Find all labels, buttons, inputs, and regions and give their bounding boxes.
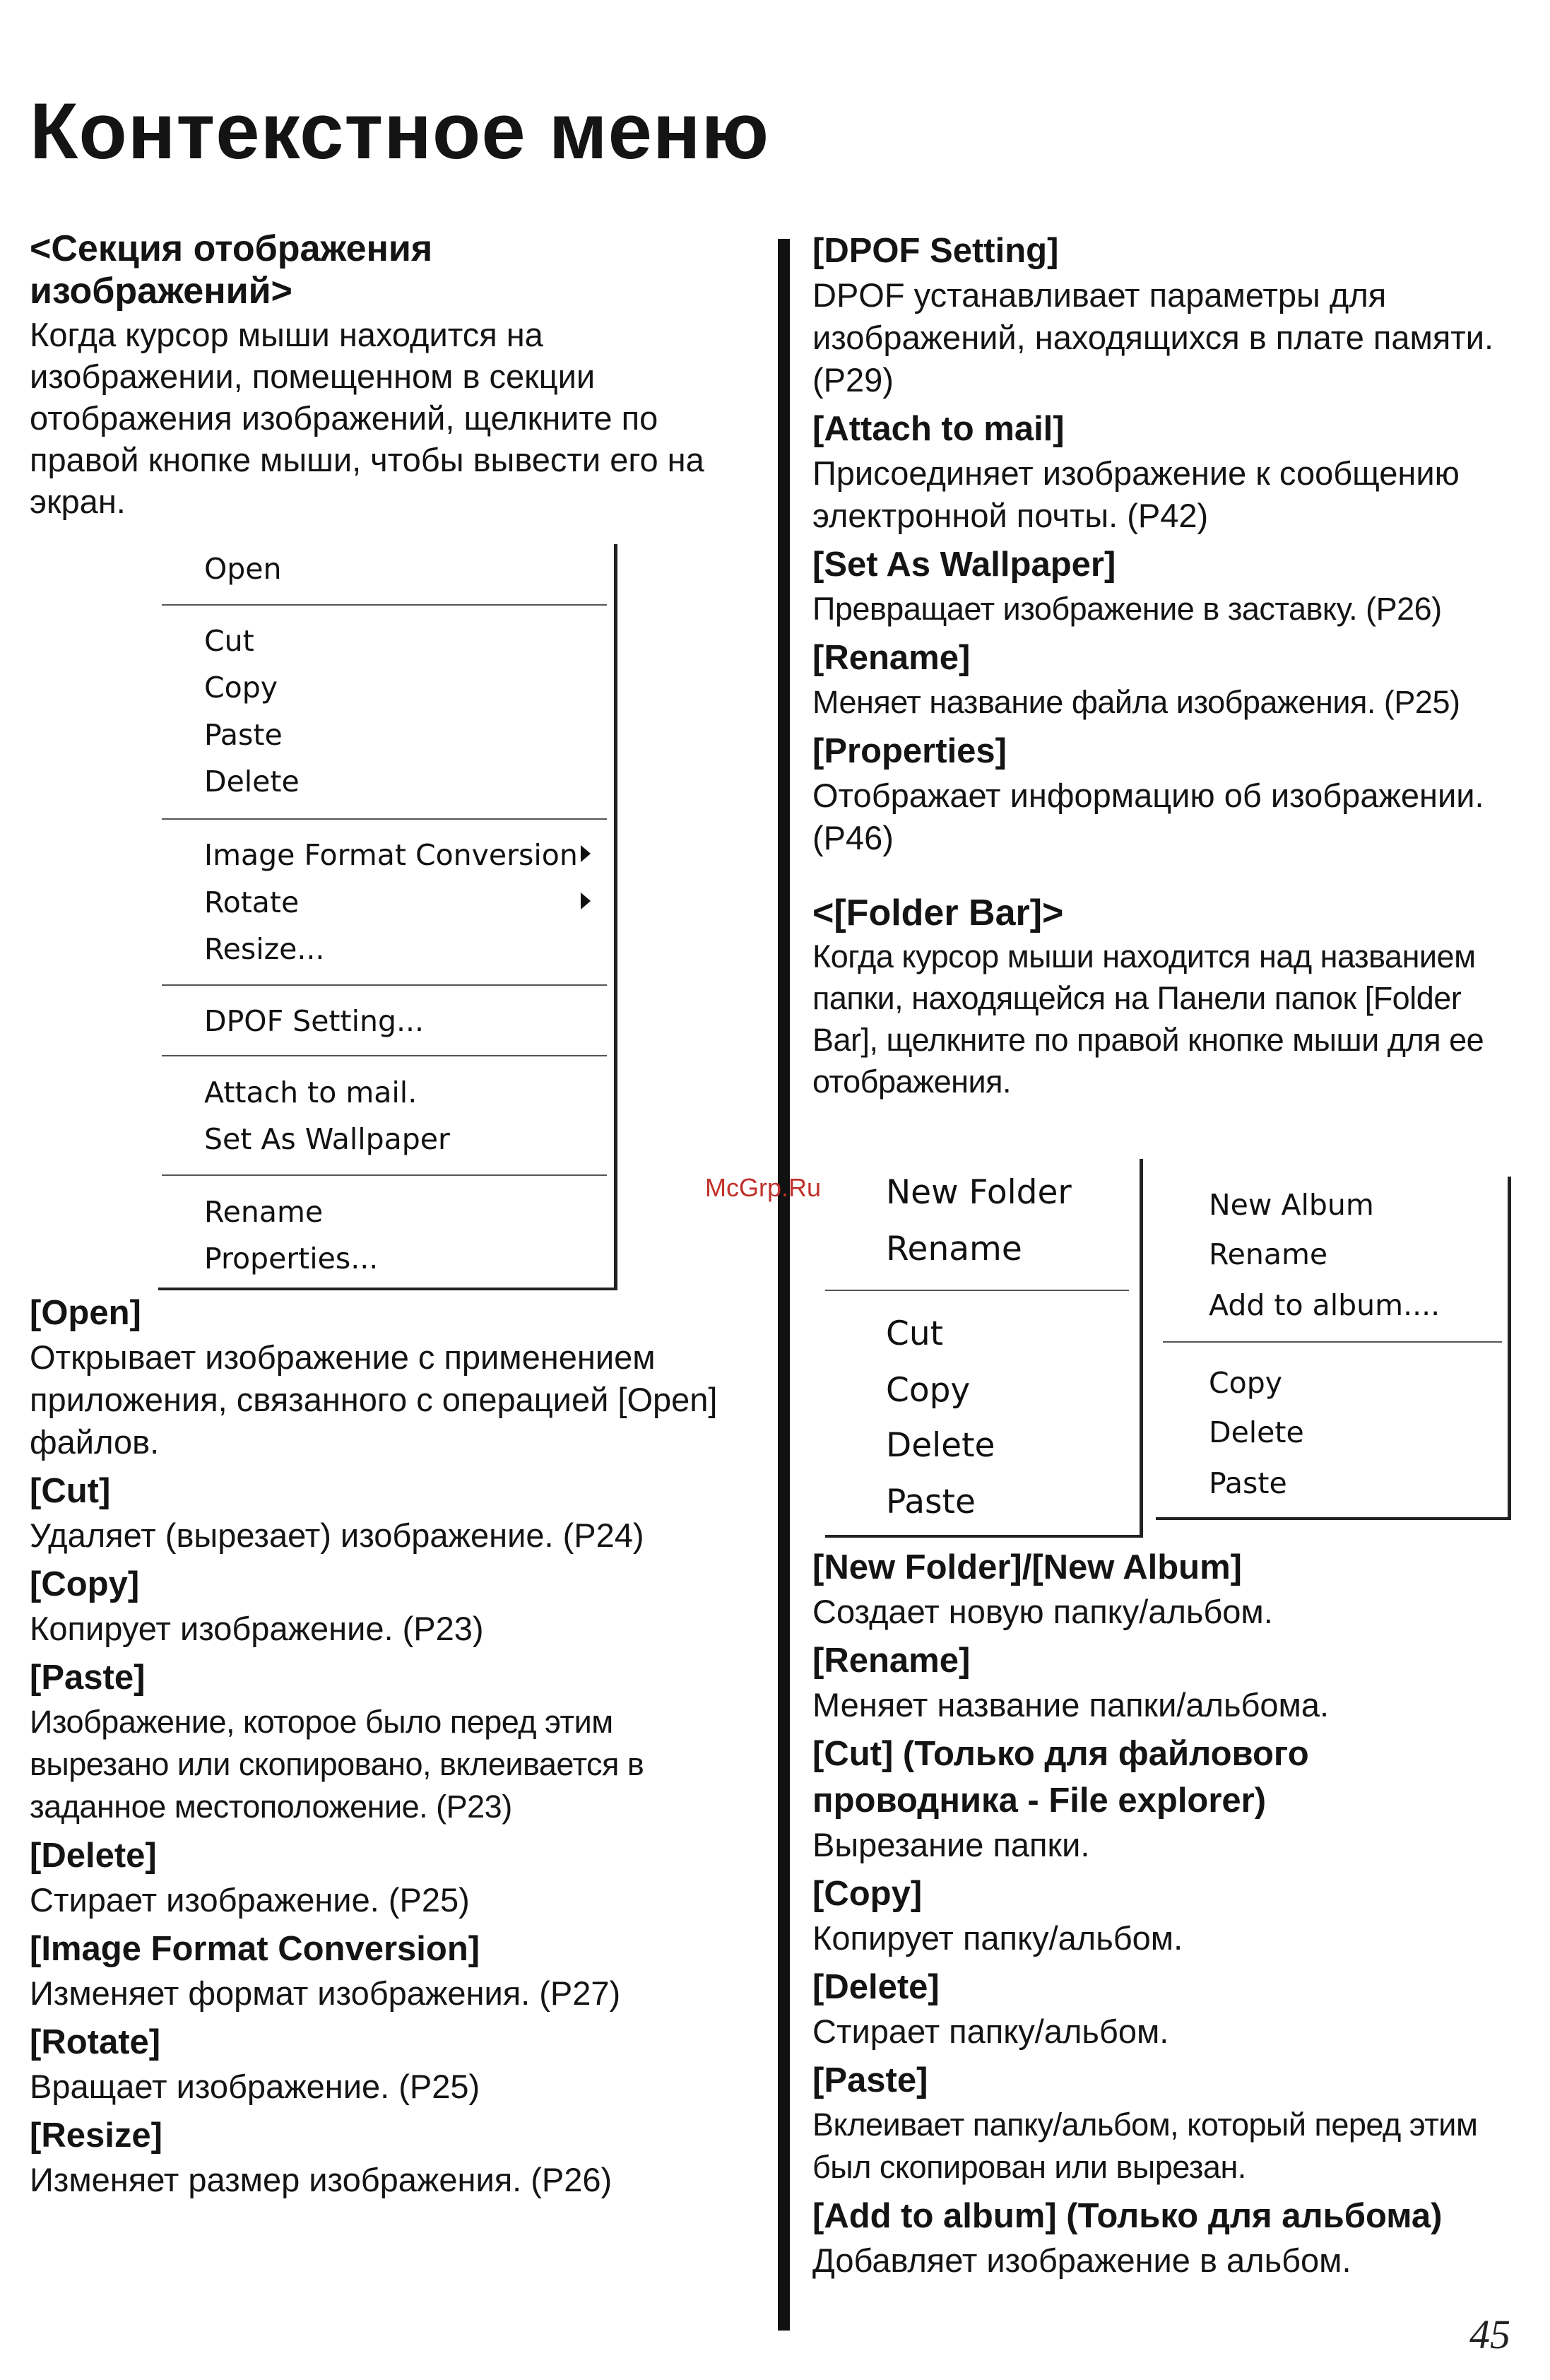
left-column xyxy=(30,228,750,522)
entry-label: [DPOF Setting] xyxy=(812,232,1059,270)
menu-item-cut[interactable]: Cut xyxy=(886,1314,944,1353)
menu-item-copy[interactable]: Copy xyxy=(886,1371,971,1410)
entry-desc: Вырезание папки. xyxy=(812,1826,1090,1863)
entry-desc: Изменяет формат изображения. (P27) xyxy=(30,1974,621,2012)
menu-separator xyxy=(162,604,607,606)
entry-desc: Удаляет (вырезает) изображение. (P24) xyxy=(30,1516,644,1554)
menu-separator xyxy=(162,1174,607,1176)
entry-label: [Set As Wallpaper] xyxy=(812,546,1116,584)
entry-desc: Превращает изображение в заставку. (P26) xyxy=(812,591,1442,627)
menu-item-rotate[interactable]: Rotate xyxy=(204,885,300,919)
entry-desc: Копирует папку/альбом. xyxy=(812,1919,1183,1957)
menu-item-image-format-conversion[interactable]: Image Format Conversion xyxy=(204,838,578,872)
watermark: McGrp.Ru xyxy=(705,1173,822,1202)
entry-desc: Создает новую папку/альбом. xyxy=(812,1593,1273,1630)
entry-desc: Присоединяет изображение к сообщению электронной почты. (P42) xyxy=(812,454,1460,534)
image-context-menu xyxy=(158,537,617,1293)
menu-item-copy[interactable]: Copy xyxy=(204,671,278,705)
submenu-arrow-icon xyxy=(581,892,591,909)
entry-desc: Изменяет размер изображения. (P26) xyxy=(30,2161,613,2198)
image-section-entries xyxy=(30,1290,757,2205)
entry-label: [Paste] xyxy=(812,2061,928,2099)
entry-desc: Вращает изображение. (P25) xyxy=(30,2068,480,2105)
menu-item-attach-to-mail[interactable]: Attach to mail. xyxy=(204,1076,418,1109)
entry-label: [Image Format Conversion] xyxy=(30,1930,480,1968)
right-column xyxy=(812,228,1519,1102)
folder-context-menu xyxy=(825,1159,1150,1540)
album-context-menu xyxy=(1156,1177,1516,1523)
image-section-intro: Когда курсор мыши находится на изображении, помещенном в секции отображения изображений, щелкните по правой кнопке мыши, чтобы вывести его на экран. xyxy=(30,316,704,520)
entry-label: [Add to album] (Только для альбома) xyxy=(812,2197,1443,2235)
menu-item-rename[interactable]: Rename xyxy=(1209,1237,1328,1271)
entry-desc: Изображение, которое было перед этим вырезано или скопировано, вклеивается в заданное местоположение. (P23) xyxy=(30,1704,644,1825)
entry-desc: Добавляет изображение в альбом. xyxy=(812,2241,1351,2279)
menu-shadow xyxy=(1156,1517,1511,1520)
entry-label: [Rotate] xyxy=(30,2023,161,2061)
entry-label: [Delete] xyxy=(30,1837,157,1875)
entry-desc: Стирает изображение. (P25) xyxy=(30,1881,470,1919)
entry-label: [Resize] xyxy=(30,2116,162,2155)
folder-section-heading: <[Folder Bar]> xyxy=(812,892,1064,933)
menu-item-open[interactable]: Open xyxy=(204,552,282,586)
entry-desc: Вклеивает папку/альбом, который перед этим был скопирован или вырезан. xyxy=(812,2107,1478,2185)
menu-separator xyxy=(162,818,607,820)
menu-item-paste[interactable]: Paste xyxy=(204,718,283,752)
column-divider xyxy=(778,239,790,2331)
menu-item-new-folder[interactable]: New Folder xyxy=(886,1173,1072,1212)
entry-label: [Rename] xyxy=(812,639,971,677)
menu-item-new-album[interactable]: New Album xyxy=(1209,1188,1374,1222)
entry-desc: Стирает папку/альбом. xyxy=(812,2013,1169,2050)
entry-label: [Cut] (Только для файлового проводника - File explorer) xyxy=(812,1735,1309,1820)
entry-desc: Отображает информацию об изображении. (P46) xyxy=(812,777,1484,856)
folder-section-intro: Когда курсор мыши находится над названием папки, находящейся на Панели папок [Folder Bar], щелкните по правой кнопке мыши для ее отображения. xyxy=(812,938,1484,1100)
menu-shadow xyxy=(825,1535,1143,1538)
submenu-arrow-icon xyxy=(581,845,591,862)
entry-desc: Меняет название папки/альбома. xyxy=(812,1686,1330,1724)
entry-label: [New Folder]/[New Album] xyxy=(812,1548,1242,1586)
entry-label: [Cut] xyxy=(30,1472,111,1510)
entry-label: [Properties] xyxy=(812,732,1007,770)
menu-item-resize[interactable]: Resize... xyxy=(204,932,325,966)
entry-label: [Attach to mail] xyxy=(812,410,1065,448)
menu-separator xyxy=(825,1290,1129,1291)
menu-item-delete[interactable]: Delete xyxy=(886,1426,995,1465)
menu-separator xyxy=(162,1055,607,1056)
entry-desc: Меняет название файла изображения. (P25) xyxy=(812,684,1460,720)
menu-item-cut[interactable]: Cut xyxy=(204,624,254,658)
entry-desc: Открывает изображение с применением приложения, связанного с операцией [Open] файлов. xyxy=(30,1338,718,1461)
page-title: Контекстное меню xyxy=(30,87,770,175)
entry-desc: DPOF устанавливает параметры для изображений, находящихся в плате памяти. (P29) xyxy=(812,276,1494,399)
entry-label: [Delete] xyxy=(812,1968,940,2006)
page-number: 45 xyxy=(1469,2311,1510,2357)
menu-item-paste[interactable]: Paste xyxy=(886,1483,976,1521)
menu-item-add-to-album[interactable]: Add to album.... xyxy=(1209,1288,1440,1322)
menu-item-rename[interactable]: Rename xyxy=(204,1195,324,1229)
menu-shadow xyxy=(614,544,617,1290)
image-section-heading: <Секция отображения изображений> xyxy=(30,228,433,312)
menu-shadow xyxy=(1508,1177,1511,1520)
menu-item-dpof-setting[interactable]: DPOF Setting... xyxy=(204,1004,425,1038)
entry-desc: Копирует изображение. (P23) xyxy=(30,1610,484,1647)
entry-label: [Copy] xyxy=(30,1565,140,1603)
menu-item-set-as-wallpaper[interactable]: Set As Wallpaper xyxy=(204,1122,450,1156)
menu-item-delete[interactable]: Delete xyxy=(1209,1415,1304,1449)
entry-label: [Rename] xyxy=(812,1642,971,1680)
menu-item-delete[interactable]: Delete xyxy=(204,765,300,799)
entry-label: [Copy] xyxy=(812,1875,923,1913)
entry-label: [Paste] xyxy=(30,1659,146,1697)
menu-separator xyxy=(1163,1341,1502,1343)
menu-separator xyxy=(162,984,607,986)
menu-item-copy[interactable]: Copy xyxy=(1209,1366,1283,1400)
entry-label: [Open] xyxy=(30,1294,141,1332)
menu-item-properties[interactable]: Properties... xyxy=(204,1242,379,1276)
menu-shadow xyxy=(1140,1159,1143,1537)
menu-item-paste[interactable]: Paste xyxy=(1209,1466,1287,1500)
menu-item-rename[interactable]: Rename xyxy=(886,1230,1022,1268)
folder-section-entries xyxy=(812,1544,1519,2286)
